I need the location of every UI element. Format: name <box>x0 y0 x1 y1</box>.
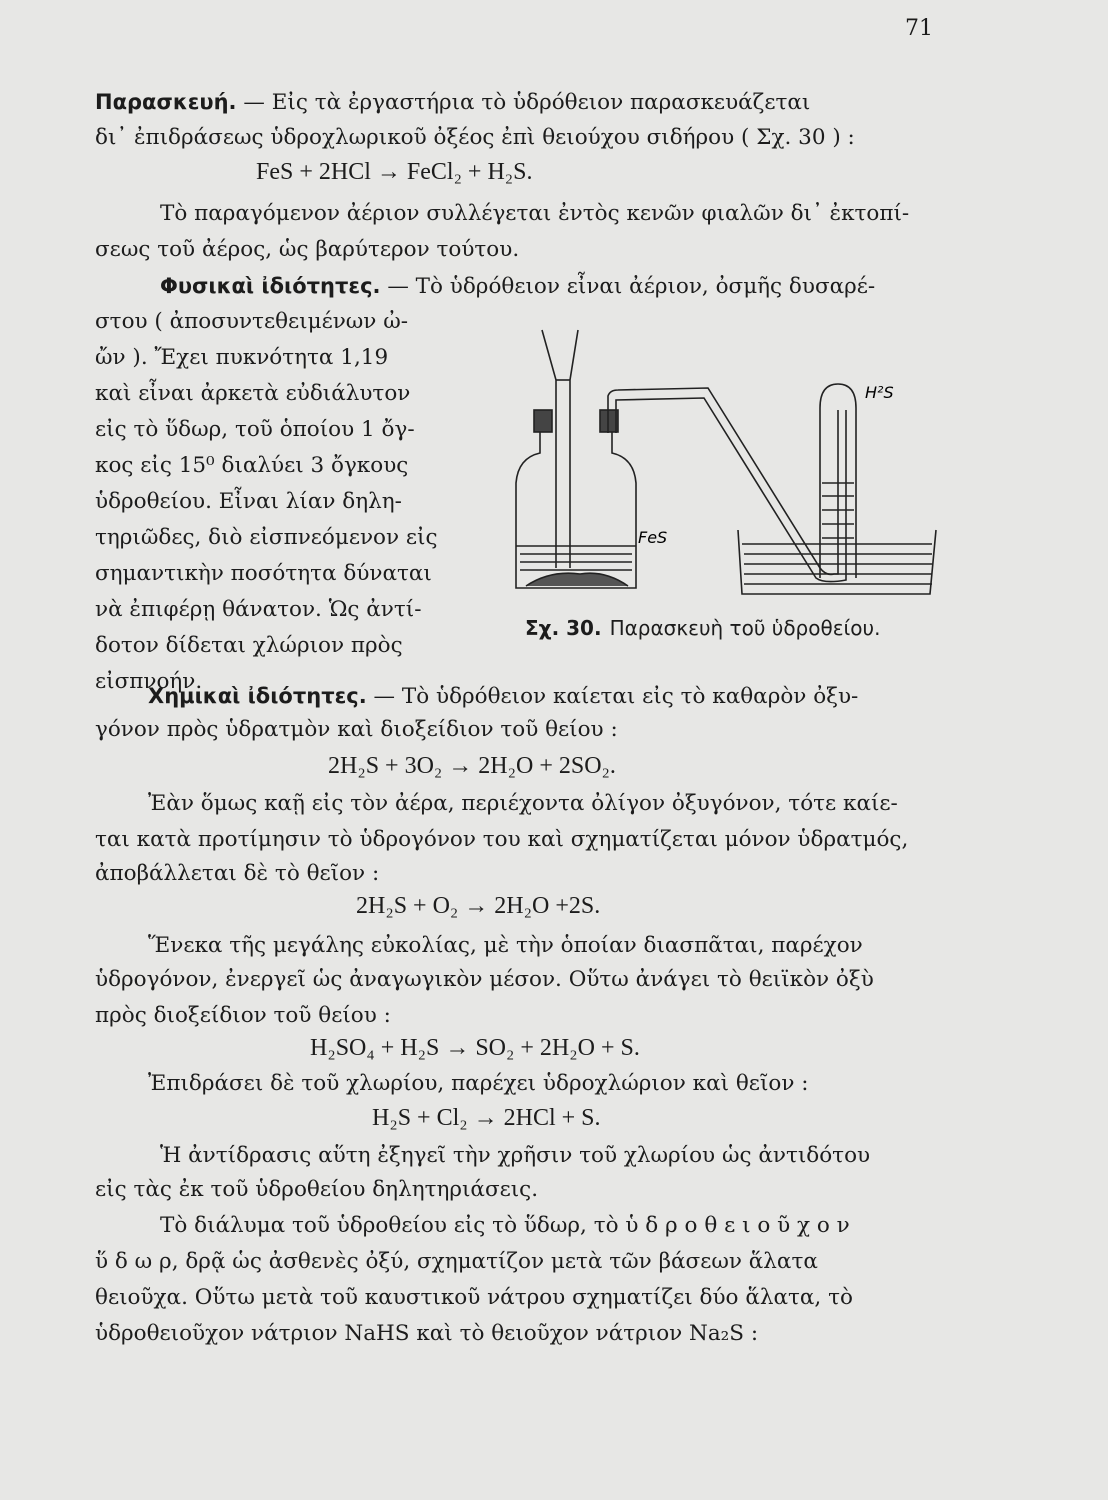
bottle-liquid <box>516 546 636 570</box>
paragraph-line: ὑδροθείου. Εἶναι λίαν δηλη- <box>95 489 402 514</box>
stopper-left <box>534 410 552 432</box>
paragraph-line: εἰς τὸ ὕδωρ, τοῦ ὁποίου 1 ὄγ- <box>95 417 415 442</box>
paragraph-line: καὶ εἶναι ἀρκετὰ εὐδιάλυτον <box>95 381 411 406</box>
paragraph-line: ται κατὰ προτίμησιν τὸ ὑδρογόνον του καὶ σχηματίζεται μόνον ὑδρατμός, <box>95 827 909 852</box>
figure-30-apparatus <box>500 318 960 608</box>
paragraph-line: Τὸ παραγόμενον ἀέριον συλλέγεται ἐντὸς κενῶν φιαλῶν δι᾿ ἐκτοπί- <box>160 201 910 226</box>
paragraph-line: Τὸ διάλυμα τοῦ ὑδροθείου εἰς τὸ ὕδωρ, τὸ ὑ δ ρ ο θ ε ι ο ῦ χ ο ν <box>160 1213 850 1238</box>
paragraph-line: τηριῶδες, διὸ εἰσπνεόμενον εἰς <box>95 525 438 550</box>
paragraph-line: Ἐπιδράσει δὲ τοῦ χλωρίου, παρέχει ὑδροχλώριον καὶ θεῖον : <box>148 1071 809 1096</box>
paragraph-line: Φυσικαὶ ἰδιότητες. — Τὸ ὑδρόθειον εἶναι ἀέριον, ὀσμῆς δυσαρέ- <box>160 274 876 299</box>
section-heading-physical: Φυσικαὶ ἰδιότητες. <box>160 274 381 298</box>
equation-4: H₂SO₄ + H₂S → SO₂ + 2H₂O + S. <box>310 1035 640 1061</box>
paragraph-line: ὑδροθειοῦχον νάτριον NaHS καὶ τὸ θειοῦχον νάτριον Na₂S : <box>95 1321 759 1346</box>
paragraph-line: ὑδρογόνον, ἐνεργεῖ ὡς ἀναγωγικὸν μέσον. Οὕτω ἀνάγει τὸ θειϊκὸν ὀξὺ <box>95 967 874 992</box>
label-h2s: H²S <box>865 383 894 402</box>
fes-solid <box>526 573 628 586</box>
paragraph-line: Ἡ ἀντίδρασις αὕτη ἐξηγεῖ τὴν χρῆσιν τοῦ χλωρίου ὡς ἀντιδότου <box>160 1143 871 1168</box>
paragraph-line: σεως τοῦ ἀέρος, ὡς βαρύτερον τούτου. <box>95 237 520 262</box>
section-heading-preparation: Παρασκευή. <box>95 90 237 114</box>
paragraph-line: δι᾿ ἐπιδράσεως ὑδροχλωρικοῦ ὀξέος ἐπὶ θειούχου σιδήρου ( Σχ. 30 ) : <box>95 125 855 150</box>
paragraph-line: Ἐὰν ὅμως καῇ εἰς τὸν ἀέρα, περιέχοντα ὀλίγον ὀξυγόνον, τότε καίε- <box>148 791 898 816</box>
paragraph-line: ὤν ). Ἔχει πυκνότητα 1,19 <box>95 345 389 370</box>
equation-5: H₂S + Cl₂ → 2HCl + S. <box>372 1105 601 1131</box>
label-fes: FeS <box>638 528 668 547</box>
figure-caption <box>525 616 880 640</box>
equation-3: 2H₂S + O₂ → 2H₂O +2S. <box>356 893 601 919</box>
paragraph-line: εἰς τὰς ἐκ τοῦ ὑδροθείου δηλητηριάσεις. <box>95 1177 539 1202</box>
equation-2: 2H₂S + 3O₂ → 2H₂O + 2SO₂. <box>328 753 616 779</box>
paragraph-line: νὰ ἐπιφέρῃ θάνατον. Ὡς ἀντί- <box>95 597 422 622</box>
paragraph-line: κος εἰς 15⁰ διαλύει 3 ὄγκους <box>95 453 409 478</box>
paragraph-line: θειοῦχα. Οὕτω μετὰ τοῦ καυστικοῦ νάτρου σχηματίζει δύο ἅλατα, τὸ <box>95 1285 853 1310</box>
paragraph-line: Ἕνεκα τῆς μεγάλης εὐκολίας, μὲ τὴν ὁποίαν διασπᾶται, παρέχον <box>148 933 863 958</box>
paragraph-line: σημαντικὴν ποσότητα δύναται <box>95 561 432 586</box>
paragraph-line: Χημικαὶ ἰδιότητες. — Τὸ ὑδρόθειον καίεται εἰς τὸ καθαρὸν ὀξυ- <box>148 684 859 709</box>
figure-caption-number: Σχ. 30. <box>525 616 602 640</box>
figure-caption-text: Παρασκευὴ τοῦ ὑδροθείου. <box>609 616 881 640</box>
equation-1: FeS + 2HCl → FeCl₂ + H₂S. <box>256 159 533 185</box>
paragraph-line: γόνον πρὸς ὑδρατμὸν καὶ διοξείδιον τοῦ θείου : <box>95 717 618 742</box>
paragraph-line: ὕ δ ω ρ, δρᾷ ὡς ἀσθενὲς ὀξύ, σχηματίζον μετὰ τῶν βάσεων ἅλατα <box>95 1249 818 1274</box>
paragraph-line: στου ( ἀποσυντεθειμένων ὠ- <box>95 309 409 334</box>
thistle-funnel <box>542 330 578 568</box>
paragraph-line: ἀποβάλλεται δὲ τὸ θεῖον : <box>95 861 380 886</box>
paragraph-line: εἰσπνοήν. <box>95 669 203 694</box>
page-number: 71 <box>905 16 933 41</box>
paragraph-line: δοτον δίδεται χλώριον πρὸς <box>95 633 403 658</box>
trough-water <box>742 544 932 584</box>
paragraph-line: πρὸς διοξείδιον τοῦ θείου : <box>95 1003 391 1028</box>
paragraph-line: Παρασκευή. — Εἰς τὰ ἐργαστήρια τὸ ὑδρόθειον παρασκευάζεται <box>95 90 811 115</box>
section-heading-chemical: Χημικαὶ ἰδιότητες. <box>148 684 367 708</box>
